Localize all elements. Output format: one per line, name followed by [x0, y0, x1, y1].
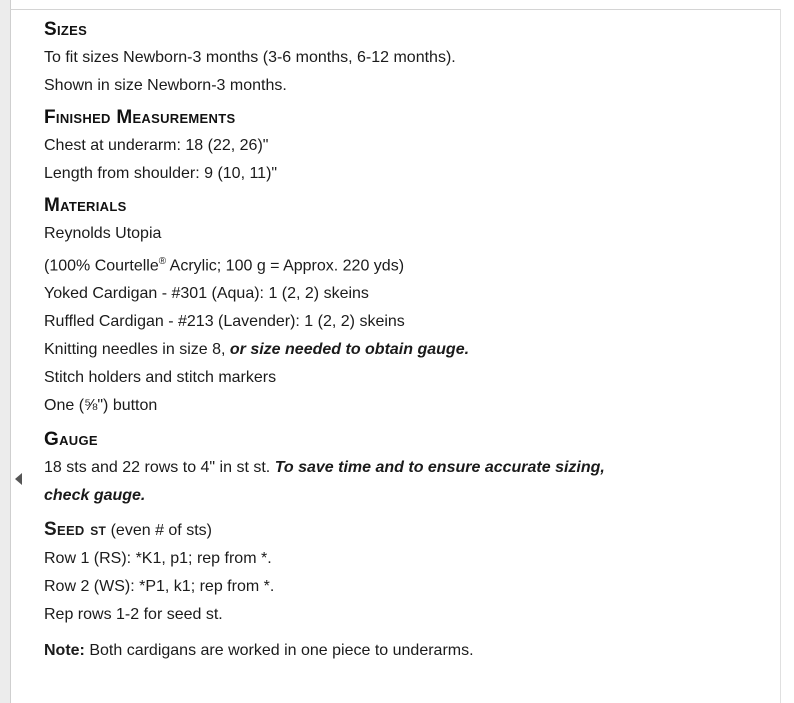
ruffled-cardigan-yarn: Ruffled Cardigan - #213 (Lavender): 1 (2, 2) skeins — [44, 313, 405, 331]
page-back-arrow-icon[interactable] — [15, 473, 22, 485]
registered-mark: ® — [158, 256, 167, 267]
seed-row-2: Row 2 (WS): *P1, k1; rep from *. — [44, 578, 275, 596]
needles-plain: Knitting needles in size 8, — [44, 341, 230, 359]
length-measurement: Length from shoulder: 9 (10, 11)" — [44, 165, 278, 182]
note-line — [44, 637, 774, 665]
sizes-line-2: Shown in size Newborn-3 months. — [44, 77, 287, 94]
sizes-heading: Sizes — [44, 19, 88, 40]
chest-measurement: Chest at underarm: 18 (22, 26)" — [44, 137, 269, 154]
seed-row-1: Row 1 (RS): *K1, p1; rep from *. — [44, 550, 272, 568]
yoked-cardigan-yarn: Yoked Cardigan - #301 (Aqua): 1 (2, 2) skeins — [44, 285, 369, 303]
yarn-name: Reynolds Utopia — [44, 225, 162, 242]
gauge-heading: Gauge — [44, 429, 98, 451]
top-divider — [10, 9, 780, 10]
needles-emphasis: or size needed to obtain gauge. — [229, 341, 470, 359]
note-text: Both cardigans are worked in one piece to underarms. — [84, 642, 474, 660]
left-margin-strip — [0, 0, 11, 703]
seed-heading-word: Seed — [44, 519, 85, 541]
needles-line — [44, 336, 774, 364]
gauge-line-1 — [44, 454, 774, 482]
yarn-content — [44, 248, 774, 280]
yarn-content-part-b: Acrylic; 100 g = Approx. 220 yds) — [166, 257, 405, 275]
right-divider — [780, 9, 781, 703]
finished-measurements-heading: Finished Measurements — [44, 107, 236, 128]
gauge-plain: 18 sts and 22 rows to 4" in st st. — [44, 459, 275, 477]
button-line: One (⅝") button — [44, 397, 158, 415]
seed-st-subheading: (even # of sts) — [110, 522, 212, 540]
st-heading-word: st — [90, 520, 107, 540]
gauge-emphasis-2: check gauge. — [44, 487, 146, 505]
pattern-document — [44, 16, 774, 665]
gauge-line-2 — [44, 482, 774, 510]
seed-st-heading — [44, 519, 106, 540]
seed-st-heading-row — [44, 516, 774, 545]
materials-heading: Materials — [44, 195, 127, 216]
holders-line: Stitch holders and stitch markers — [44, 369, 277, 387]
yarn-content-part-a: (100% Courtelle — [44, 257, 159, 275]
gauge-emphasis-1: To save time and to ensure accurate sizing, — [274, 459, 605, 477]
seed-rep: Rep rows 1-2 for seed st. — [44, 606, 223, 624]
note-label: Note: — [44, 642, 85, 660]
sizes-line-1: To fit sizes Newborn-3 months (3-6 months, 6-12 months). — [44, 49, 456, 66]
